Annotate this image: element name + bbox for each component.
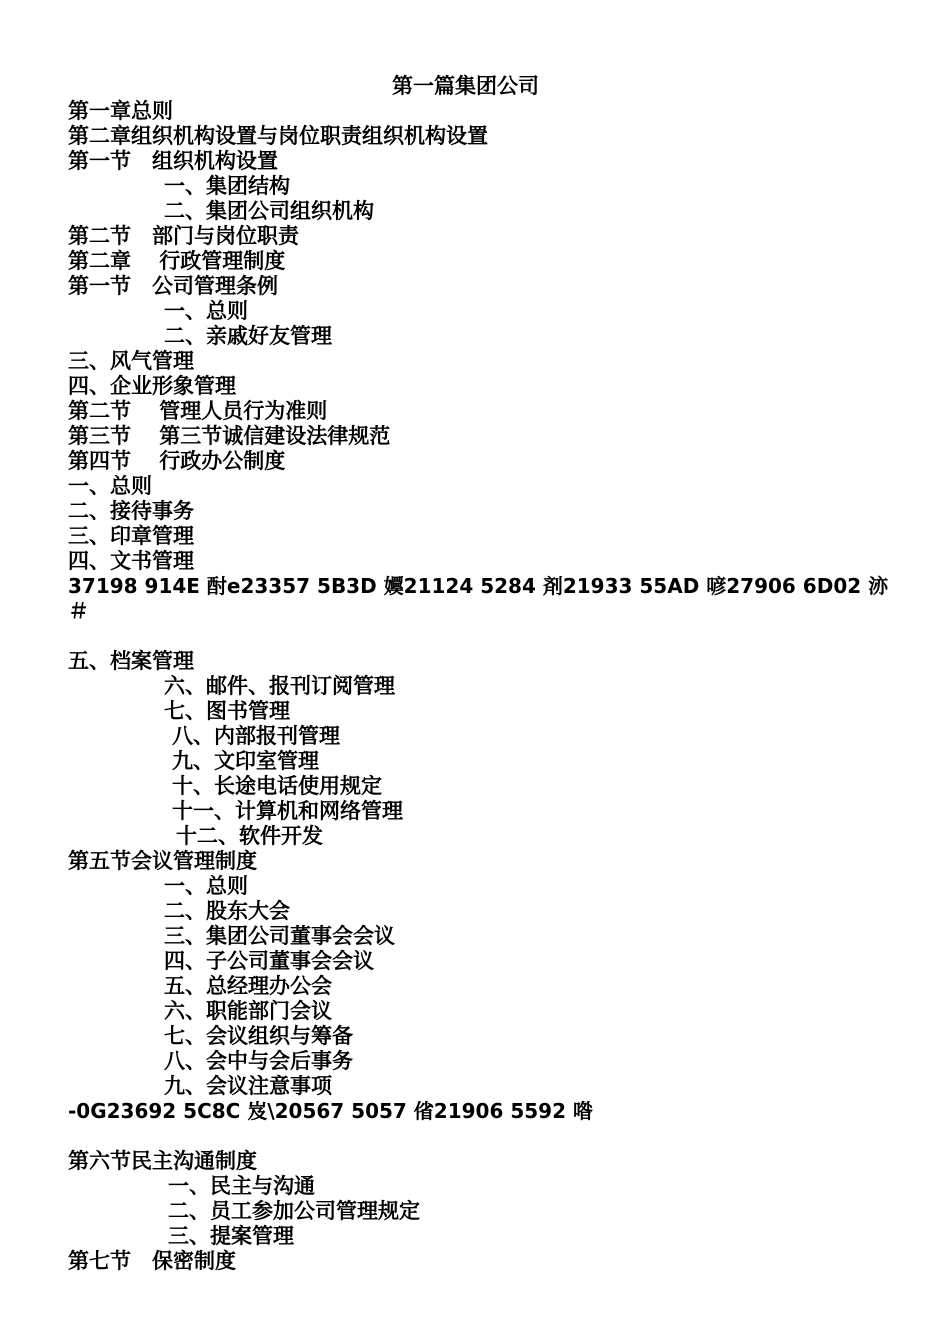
line-31: 一、总则 — [164, 874, 248, 898]
line-40: -0G23692 5C8C 岌\20567 5057 偗21906 5592 喒 — [68, 1099, 593, 1123]
line-30: 第五节会议管理制度 — [68, 849, 257, 873]
line-21: ＃ — [68, 599, 89, 623]
line-45: 第七节 保密制度 — [68, 1249, 236, 1273]
line-32: 二、股东大会 — [164, 899, 290, 923]
line-39: 九、会议注意事项 — [164, 1074, 332, 1098]
line-16: 一、总则 — [68, 474, 152, 498]
line-29: 十二、软件开发 — [176, 824, 323, 848]
line-17: 二、接待事务 — [68, 499, 194, 523]
line-44: 三、提案管理 — [168, 1224, 294, 1248]
line-1: 第一章总则 — [68, 99, 173, 123]
line-13: 第二节 管理人员行为准则 — [68, 399, 328, 423]
line-23: 六、邮件、报刊订阅管理 — [164, 674, 395, 698]
line-7: 第二章 行政管理制度 — [68, 249, 286, 273]
line-41: 第六节民主沟通制度 — [68, 1149, 257, 1173]
line-2: 第二章组织机构设置与岗位职责组织机构设置 — [68, 124, 488, 148]
line-20: 37198 914E 酎e23357 5B3D 嬽21124 5284 剤21933 55AD 喭27906 6D02 洂 — [68, 574, 889, 598]
line-35: 五、总经理办公会 — [164, 974, 332, 998]
line-27: 十、长途电话使用规定 — [172, 774, 382, 798]
line-15: 第四节 行政办公制度 — [68, 449, 286, 473]
line-37: 七、会议组织与筹备 — [164, 1024, 353, 1048]
line-42: 一、民主与沟通 — [168, 1174, 315, 1198]
line-33: 三、集团公司董事会会议 — [164, 924, 395, 948]
line-4: 一、集团结构 — [164, 174, 290, 198]
line-43: 二、员工参加公司管理规定 — [168, 1199, 420, 1223]
line-6: 第二节 部门与岗位职责 — [68, 224, 299, 248]
line-22: 五、档案管理 — [68, 649, 194, 673]
line-36: 六、职能部门会议 — [164, 999, 332, 1023]
line-26: 九、文印室管理 — [172, 749, 319, 773]
line-11: 三、风气管理 — [68, 349, 194, 373]
line-9: 一、总则 — [164, 299, 248, 323]
line-3: 第一节 组织机构设置 — [68, 149, 278, 173]
line-25: 八、内部报刊管理 — [172, 724, 340, 748]
line-12: 四、企业形象管理 — [68, 374, 236, 398]
line-34: 四、子公司董事会会议 — [164, 949, 374, 973]
line-28: 十一、计算机和网络管理 — [172, 799, 403, 823]
line-38: 八、会中与会后事务 — [164, 1049, 353, 1073]
line-8: 第一节 公司管理条例 — [68, 274, 278, 298]
line-5: 二、集团公司组织机构 — [164, 199, 374, 223]
line-24: 七、图书管理 — [164, 699, 290, 723]
line-19: 四、文书管理 — [68, 549, 194, 573]
line-10: 二、亲戚好友管理 — [164, 324, 332, 348]
line-14: 第三节 第三节诚信建设法律规范 — [68, 424, 391, 448]
line-18: 三、印章管理 — [68, 524, 194, 548]
document-title: 第一篇集团公司 — [392, 74, 539, 98]
